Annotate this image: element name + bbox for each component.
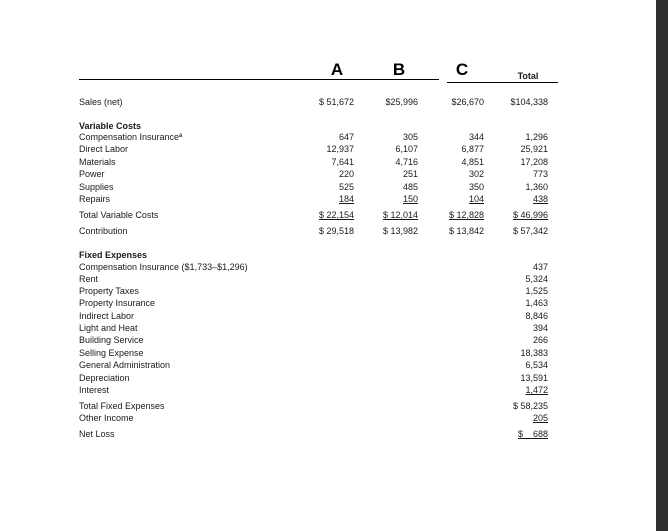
table-row — [0, 181, 668, 193]
other-income-total: 205 — [532, 413, 548, 423]
cell-total: 25,921 — [520, 144, 548, 154]
table-row — [0, 310, 668, 322]
contribution-label: Contribution — [79, 226, 128, 236]
total-variable-costs-b: $ 12,014 — [382, 210, 418, 220]
cell-total: 1,463 — [525, 298, 548, 308]
cell-total: 8,846 — [525, 311, 548, 321]
sales-total: $104,338 — [510, 97, 548, 107]
cell-c: 344 — [468, 132, 484, 142]
row-label: Indirect Labor — [79, 311, 135, 321]
row-label: Power — [79, 169, 105, 179]
cell-total: 1,525 — [525, 286, 548, 296]
cell-total: 13,591 — [520, 373, 548, 383]
table-row — [0, 131, 668, 143]
sales-b: $25,996 — [385, 97, 418, 107]
cell-total: 438 — [532, 194, 548, 204]
row-label: General Administration — [79, 360, 171, 370]
table-row — [0, 372, 668, 384]
row-label: Property Taxes — [79, 286, 139, 296]
cell-total: 6,534 — [525, 360, 548, 370]
cell-a: 220 — [338, 169, 354, 179]
cell-total: 5,324 — [525, 274, 548, 284]
sales-a: $ 51,672 — [318, 97, 354, 107]
contribution-c: $ 13,842 — [448, 226, 484, 236]
table-row — [0, 261, 668, 273]
fixed-expenses-heading-row — [0, 249, 668, 261]
cell-total: 266 — [532, 335, 548, 345]
cell-total: 1,472 — [525, 385, 548, 395]
cell-total: 17,208 — [520, 157, 548, 167]
table-row — [0, 359, 668, 371]
cell-total: 394 — [532, 323, 548, 333]
total-variable-costs-label: Total Variable Costs — [79, 210, 159, 220]
row-label: Materials — [79, 157, 116, 167]
row-label: Light and Heat — [79, 323, 138, 333]
cell-b: 4,716 — [395, 157, 418, 167]
table-row — [0, 156, 668, 168]
row-label: Direct Labor — [79, 144, 129, 154]
sales-c: $26,670 — [451, 97, 484, 107]
table-row — [0, 193, 668, 205]
cell-c: 6,877 — [461, 144, 484, 154]
cell-c: 4,851 — [461, 157, 484, 167]
table-row — [0, 297, 668, 309]
cell-b: 150 — [402, 194, 418, 204]
table-row — [0, 285, 668, 297]
cell-total: 1,296 — [525, 132, 548, 142]
total-fixed-expenses-row — [0, 400, 668, 412]
table-row — [0, 347, 668, 359]
table-row — [0, 384, 668, 396]
net-loss-row — [0, 428, 668, 440]
net-loss-total: $ 688 — [517, 429, 548, 439]
cell-a: 184 — [338, 194, 354, 204]
column-header-total: Total — [517, 71, 539, 81]
table-row — [0, 168, 668, 180]
total-variable-costs-a: $ 22,154 — [318, 210, 354, 220]
sales-row — [0, 96, 668, 108]
column-header-b: B — [392, 60, 406, 79]
cell-a: 7,641 — [331, 157, 354, 167]
row-label: Property Insurance — [79, 298, 156, 308]
total-variable-costs-row — [0, 209, 668, 221]
total-variable-costs-total: $ 46,996 — [512, 210, 548, 220]
column-header-c: C — [455, 60, 469, 79]
table-row — [0, 273, 668, 285]
cell-a: 647 — [338, 132, 354, 142]
cell-total: 18,383 — [520, 348, 548, 358]
contribution-b: $ 13,982 — [382, 226, 418, 236]
cell-b: 305 — [402, 132, 418, 142]
header-rule-right — [447, 82, 558, 83]
cell-total: 437 — [532, 262, 548, 272]
header-rule-left — [79, 79, 439, 80]
variable-costs-heading: Variable Costs — [79, 121, 142, 131]
row-label: Selling Expense — [79, 348, 144, 358]
row-label: Depreciation — [79, 373, 130, 383]
row-label: Supplies — [79, 182, 114, 192]
cell-c: 350 — [468, 182, 484, 192]
sales-label: Sales (net) — [79, 97, 123, 107]
row-label: Compensation Insurance ($1,733–$1,296) — [79, 262, 248, 272]
other-income-row — [0, 412, 668, 424]
total-variable-costs-c: $ 12,828 — [448, 210, 484, 220]
cell-b: 485 — [402, 182, 418, 192]
cell-total: 773 — [532, 169, 548, 179]
table-row — [0, 143, 668, 155]
row-label: Rent — [79, 274, 99, 284]
row-label: Compensation Insuranceª — [79, 132, 183, 142]
cell-b: 6,107 — [395, 144, 418, 154]
column-header-a: A — [330, 60, 344, 79]
total-fixed-expenses-total: $ 58,235 — [512, 401, 548, 411]
row-label: Repairs — [79, 194, 111, 204]
contribution-a: $ 29,518 — [318, 226, 354, 236]
fixed-expenses-heading: Fixed Expenses — [79, 250, 148, 260]
cell-b: 251 — [402, 169, 418, 179]
cell-c: 302 — [468, 169, 484, 179]
contribution-row — [0, 225, 668, 237]
table-row — [0, 334, 668, 346]
cell-a: 525 — [338, 182, 354, 192]
row-label: Interest — [79, 385, 110, 395]
table-row — [0, 322, 668, 334]
contribution-total: $ 57,342 — [512, 226, 548, 236]
row-label: Building Service — [79, 335, 144, 345]
total-fixed-expenses-label: Total Fixed Expenses — [79, 401, 165, 411]
other-income-label: Other Income — [79, 413, 134, 423]
cell-total: 1,360 — [525, 182, 548, 192]
cell-c: 104 — [468, 194, 484, 204]
net-loss-label: Net Loss — [79, 429, 115, 439]
cell-a: 12,937 — [326, 144, 354, 154]
